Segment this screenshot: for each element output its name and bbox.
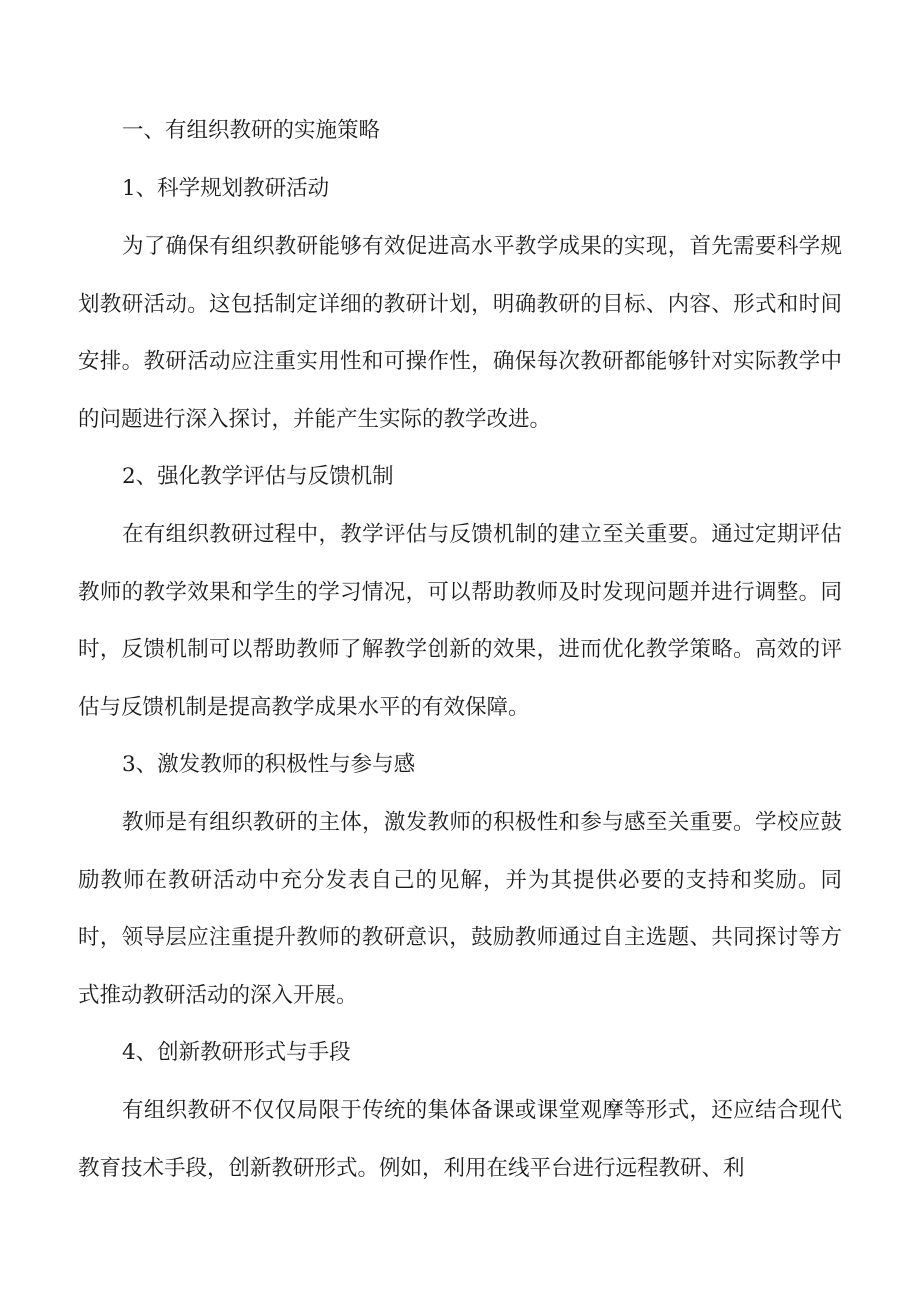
paragraph-3: 教师是有组织教研的主体，激发教师的积极性和参与感至关重要。学校应鼓励教师在教研活动中充分发表自己的见解，并为其提供必要的支持和奖励。同时，领导层应注重提升教师的教研意识，鼓励教师通过自主选题、共同探讨等方式推动教研活动的深入开展。 bbox=[78, 810, 842, 1008]
document-page bbox=[78, 102, 842, 1197]
section-title: 一、有组织教研的实施策略 bbox=[122, 118, 381, 143]
subheading-3: 3、激发教师的积极性与参与感 bbox=[122, 752, 416, 777]
paragraph-2: 在有组织教研过程中，教学评估与反馈机制的建立至关重要。通过定期评估教师的教学效果和学生的学习情况，可以帮助教师及时发现问题并进行调整。同时，反馈机制可以帮助教师了解教学创新的效果，进而优化教学策略。高效的评估与反馈机制是提高教学成果水平的有效保障。 bbox=[78, 522, 842, 720]
paragraph-4: 有组织教研不仅仅局限于传统的集体备课或课堂观摩等形式，还应结合现代教育技术手段，创新教研形式。例如，利用在线平台进行远程教研、利 bbox=[78, 1098, 842, 1181]
subheading-2: 2、强化教学评估与反馈机制 bbox=[122, 464, 394, 489]
subheading-4: 4、创新教研形式与手段 bbox=[122, 1040, 351, 1065]
subheading-1: 1、科学规划教研活动 bbox=[122, 176, 330, 201]
paragraph-1: 为了确保有组织教研能够有效促进高水平教学成果的实现，首先需要科学规划教研活动。这包括制定详细的教研计划，明确教研的目标、内容、形式和时间安排。教研活动应注重实用性和可操作性，确保每次教研都能够针对实际教学中的问题进行深入探讨，并能产生实际的教学改进。 bbox=[78, 234, 842, 432]
